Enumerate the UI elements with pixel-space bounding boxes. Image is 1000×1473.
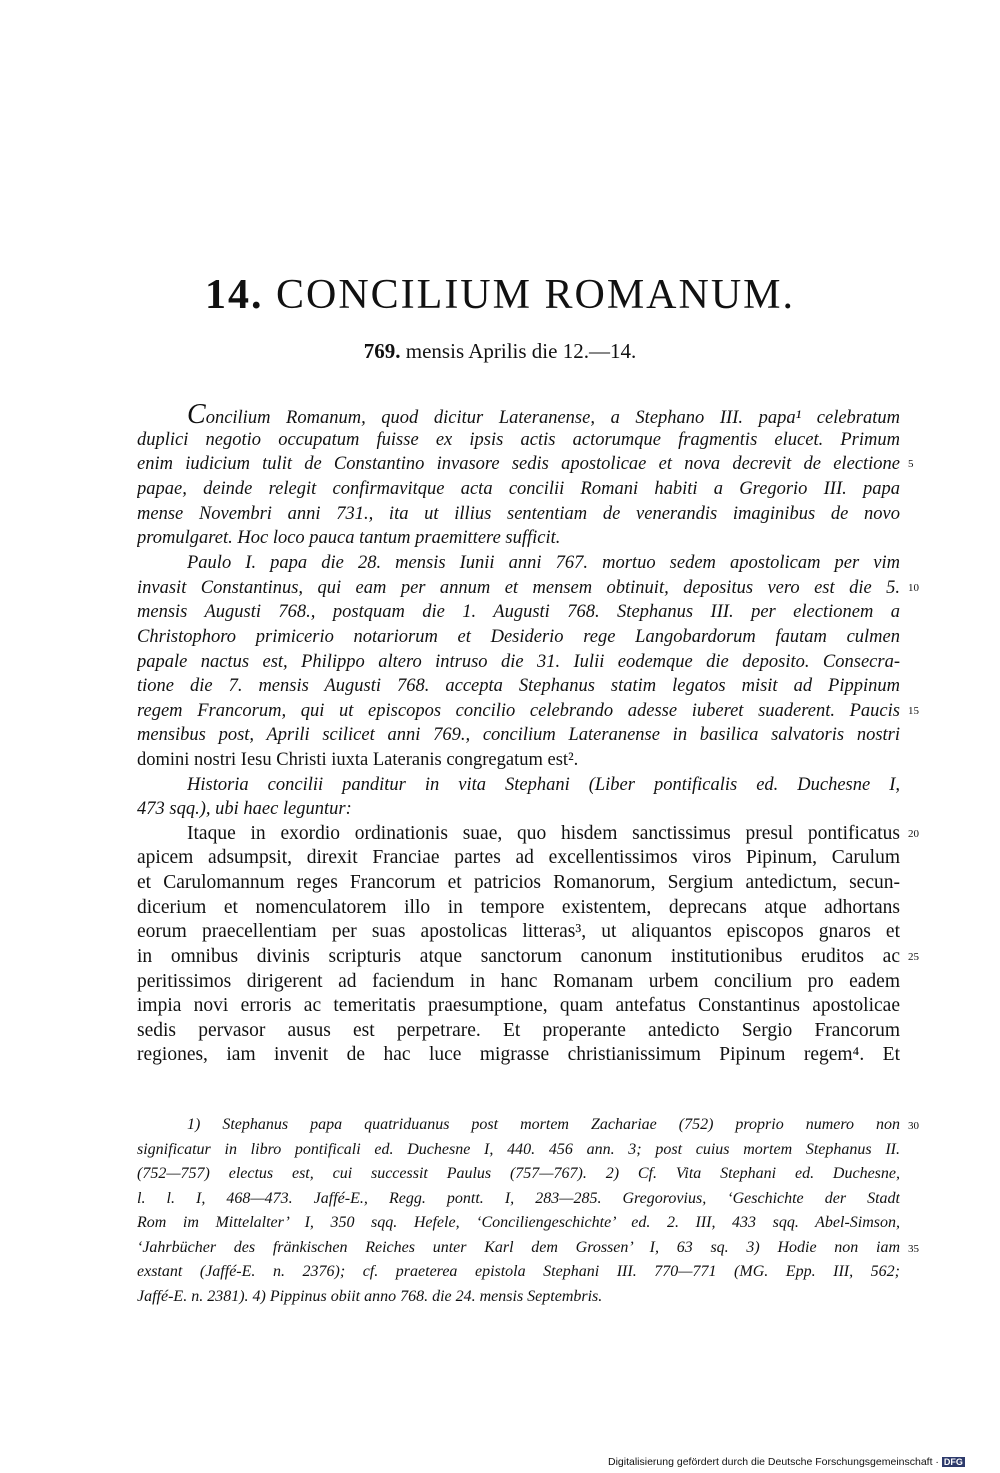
line-number: 5 <box>908 458 914 470</box>
text-line: domini nostri Iesu Christi iuxta Lateranis congregatum est². <box>137 750 579 770</box>
line-number: 15 <box>908 705 919 717</box>
text-line: in omnibus divinis scripturis atque sanctorum canonum institutionibus eruditos ac <box>137 946 900 967</box>
footnote-line: l. l. I, 468—473. Jaffé-E., Regg. pontt. I, 283—285. Gregorovius, ‘Geschichte der Stadt <box>137 1190 900 1207</box>
footnote-line: Rom im Mittelalter’ I, 350 sqq. Hefele, ‘Conciliengeschichte’ ed. 2. III, 433 sqq. Abel-Simson, <box>137 1214 900 1231</box>
footnote-line: (752—757) electus est, cui successit Paulus (757—767). 2) Cf. Vita Stephani ed. Duchesne, <box>137 1165 900 1182</box>
line-number: 10 <box>908 582 919 594</box>
text-line: Historia concilii panditur in vita Stephani (Liber pontificalis ed. Duchesne I, <box>187 775 900 795</box>
text-line: promulgaret. Hoc loco pauca tantum praemittere sufficit. <box>137 528 561 548</box>
page-title <box>0 270 1000 320</box>
subtitle-year: 769. <box>363 339 401 363</box>
intro-first-text: oncilium Romanum, quod dicitur Lateranense, a Stephano III. papa¹ celebratum <box>205 408 900 427</box>
footnote-line: 1) Stephanus papa quatriduanus post mortem Zachariae (752) proprio numero non <box>187 1116 900 1133</box>
text-line: regem Francorum, qui ut episcopos concilio celebrando adesse iuberet suaderent. Paucis <box>137 701 900 721</box>
text-line: 473 sqq.), ubi haec leguntur: <box>137 799 352 819</box>
text-line: duplici negotio occupatum fuisse ex ipsis actis actorumque fragmentis elucet. Primum <box>137 430 900 450</box>
dfg-logo: DFG <box>943 1457 963 1467</box>
text-line: mense Novembri anni 731., ita ut illius sententiam de venerandis imaginibus de novo <box>137 504 900 524</box>
footnote-line: Jaffé-E. n. 2381). 4) Pippinus obiit anno 768. die 24. mensis Septembris. <box>137 1288 603 1305</box>
text-line: papae, deinde relegit confirmavitque acta concilii Romani habiti a Gregorio III. papa <box>137 479 900 499</box>
line-number: 35 <box>908 1243 919 1255</box>
text-line: Paulo I. papa die 28. mensis Iunii anni 767. mortuo sedem apostolicam per vim <box>187 553 900 573</box>
text-line: apicem adsumpsit, direxit Franciae partes ad excellentissimos viros Pipinum, Carulum <box>137 847 900 868</box>
footnote-line: significatur in libro pontificali ed. Duchesne I, 440. 456 ann. 3; post cuius mortem Stephanus II. <box>137 1141 900 1158</box>
text-line: dicerium et nomenculatorem illo in tempore existentem, deprecans atque adhortans <box>137 897 900 918</box>
digitization-footer <box>608 1456 965 1468</box>
text-line: impia novi erroris ac temeritatis praesumptione, quam antefatus Constantinus apostolicae <box>137 995 900 1016</box>
text-line: tione die 7. mensis Augusti 768. accepta Stephanus statim legatos misit ad Pippinum <box>137 676 900 696</box>
footer-text: Digitalisierung gefördert durch die Deutsche Forschungsgemeinschaft · <box>608 1456 939 1468</box>
text-line: invasit Constantinus, qui eam per annum et mensem obtinuit, depositus vero est die 5. <box>137 578 900 598</box>
intro-line-first <box>187 403 900 427</box>
subtitle <box>0 338 1000 364</box>
subtitle-date: mensis Aprilis die 12.—14. <box>405 339 637 363</box>
line-number: 30 <box>908 1120 919 1132</box>
text-line: peritissimos dirigerent ad faciendum in hanc Romanam urbem concilium pro eadem <box>137 971 900 992</box>
intro-initial: C <box>187 403 206 427</box>
footnote-line: ‘Jahrbücher des fränkischen Reiches unter Karl dem Grossen’ I, 63 sq. 3) Hodie non iam <box>137 1239 900 1256</box>
text-line: papale nactus est, Philippo altero intruso die 31. Iulii eodemque die deposito. Consecra- <box>137 652 900 672</box>
text-line: sedis pervasor ausus est perpetrare. Et properante antedicto Sergio Francorum <box>137 1020 900 1041</box>
line-number: 25 <box>908 951 919 963</box>
line-number: 20 <box>908 828 919 840</box>
footnote-line: exstant (Jaffé-E. n. 2376); cf. praeterea epistola Stephani III. 770—771 (MG. Epp. III, 562; <box>137 1263 900 1280</box>
title-number: 14. <box>204 272 264 318</box>
text-line: Christophoro primicerio notariorum et Desiderio rege Langobardorum fautam culmen <box>137 627 900 647</box>
text-line: eorum praecellentiam per suas apostolicas litteras³, ut aliquantos episcopos gnaros et <box>137 921 900 942</box>
text-line: et Carulomannum reges Francorum et patricios Romanorum, Sergium antedictum, secun- <box>137 872 900 893</box>
title-text: CONCILIUM ROMANUM. <box>275 272 796 318</box>
text-line: mensis Augusti 768., postquam die 1. Augusti 768. Stephanus III. per electionem a <box>137 602 900 622</box>
text-line: mensibus post, Aprili scilicet anni 769., concilium Lateranense in basilica salvatoris nostri <box>137 725 900 745</box>
text-line: enim iudicium tulit de Constantino invasore sedis apostolicae et nova decrevit de electione <box>137 454 900 474</box>
text-line: Itaque in exordio ordinationis suae, quo hisdem sanctissimus presul pontificatus <box>187 823 900 844</box>
text-line: regiones, iam invenit de hac luce migrasse christianissimum Pipinum regem⁴. Et <box>137 1044 900 1065</box>
